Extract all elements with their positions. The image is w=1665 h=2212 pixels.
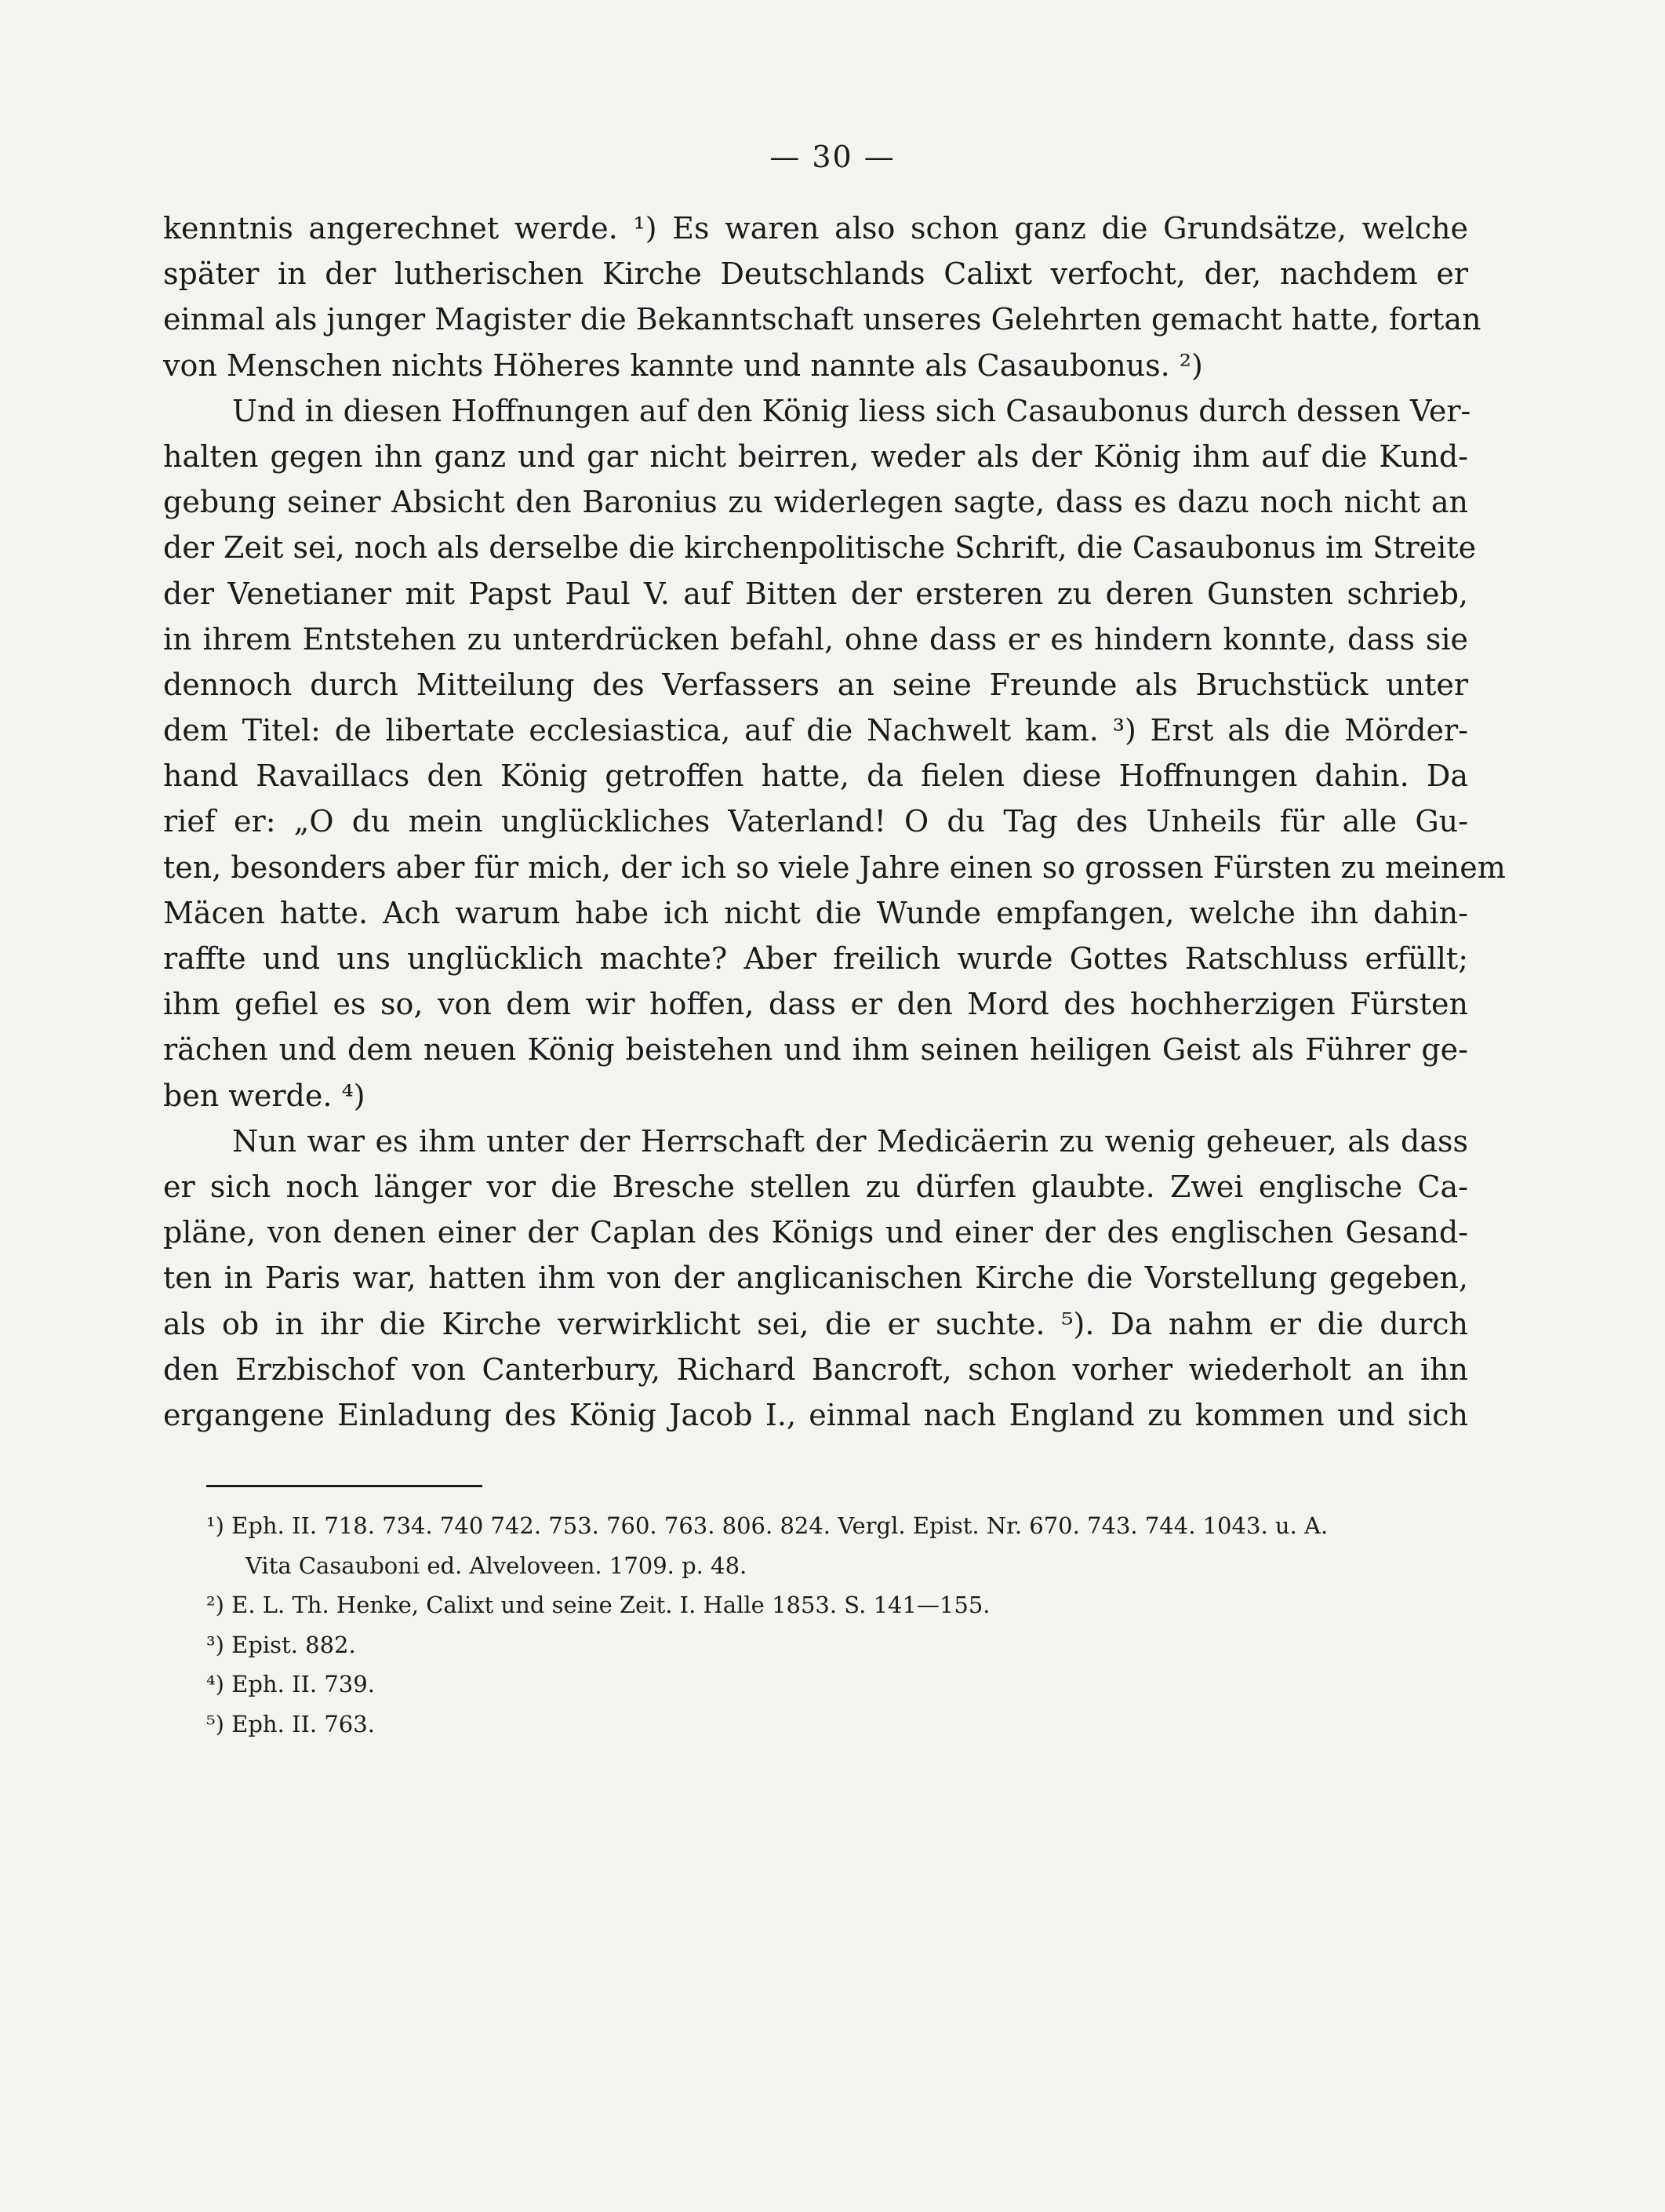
text-line: Mäcen hatte. Ach warum habe ich nicht die Wunde empfangen, welche ihn dahin- — [163, 895, 1468, 930]
text-line: ten in Paris war, hatten ihm von der anglicanischen Kirche die Vorstellung gegeben, — [163, 1261, 1468, 1296]
text-line: kenntnis angerechnet werde. ¹) Es waren also schon ganz die Grundsätze, welche — [163, 211, 1468, 246]
page-number: — 30 — — [769, 140, 896, 174]
text-line: dem Titel: de libertate ecclesiastica, auf die Nachwelt kam. ³) Erst als die Mörder- — [163, 713, 1468, 748]
text-line: pläne, von denen einer der Caplan des Königs und einer der des englischen Gesand- — [163, 1215, 1468, 1250]
footnote-line: Vita Casauboni ed. Alveloveen. 1709. p. 48. — [245, 1552, 747, 1579]
main-text — [163, 206, 1506, 1438]
text-line: den Erzbischof von Canterbury, Richard Bancroft, schon vorher wiederholt an ihn — [163, 1352, 1468, 1387]
text-line: einmal als junger Magister die Bekanntschaft unseres Gelehrten gemacht hatte, fortan — [163, 302, 1481, 337]
text-line: später in der lutherischen Kirche Deutschlands Calixt verfocht, der, nachdem er — [163, 256, 1468, 292]
text-line: raffte und uns unglücklich machte? Aber freilich wurde Gottes Ratschluss erfüllt; — [163, 941, 1468, 976]
text-line: der Venetianer mit Papst Paul V. auf Bitten der ersteren zu deren Gunsten schrieb, — [163, 576, 1468, 611]
text-line: in ihrem Entstehen zu unterdrücken befahl, ohne dass er es hindern konnte, dass sie — [163, 621, 1468, 657]
footnote-line: ²) E. L. Th. Henke, Calixt und seine Zeit. I. Halle 1853. S. 141—155. — [206, 1592, 991, 1618]
footnote-line: ³) Epist. 882. — [206, 1631, 356, 1658]
footnotes — [206, 1506, 1477, 1744]
text-line: ten, besonders aber für mich, der ich so viele Jahre einen so grossen Fürsten zu meinem — [163, 850, 1506, 885]
text-line: ihm gefiel es so, von dem wir hoffen, dass er den Mord des hochherzigen Fürsten — [163, 987, 1468, 1022]
text-line: ben werde. ⁴) — [163, 1078, 365, 1113]
text-line: rächen und dem neuen König beistehen und ihm seinen heiligen Geist als Führer ge- — [163, 1032, 1468, 1068]
text-line: gebung seiner Absicht den Baronius zu widerlegen sagte, dass es dazu noch nicht an — [163, 485, 1468, 520]
text-line: Und in diesen Hoffnungen auf den König liess sich Casaubonus durch dessen Ver- — [232, 393, 1471, 428]
text-line: rief er: „O du mein unglückliches Vaterland! O du Tag des Unheils für alle Gu- — [163, 804, 1468, 839]
text-line: halten gegen ihn ganz und gar nicht beirren, weder als der König ihm auf die Kund- — [163, 438, 1468, 474]
text-line: er sich noch länger vor die Bresche stellen zu dürfen glaubte. Zwei englische Ca- — [163, 1169, 1468, 1204]
text-line: als ob in ihr die Kirche verwirklicht sei, die er suchte. ⁵). Da nahm er die durch — [163, 1306, 1468, 1341]
text-line: Nun war es ihm unter der Herrschaft der Medicäerin zu wenig geheuer, als dass — [232, 1123, 1468, 1159]
footnote-line: ⁵) Eph. II. 763. — [206, 1710, 375, 1737]
text-line: von Menschen nichts Höheres kannte und nannte als Casaubonus. ²) — [163, 347, 1203, 383]
text-line: hand Ravaillacs den König getroffen hatte, da fielen diese Hoffnungen dahin. Da — [163, 759, 1468, 794]
footnote-line: ⁴) Eph. II. 739. — [206, 1671, 375, 1697]
text-line: der Zeit sei, noch als derselbe die kirchenpolitische Schrift, die Casaubonus im Streite — [163, 530, 1477, 566]
text-line: dennoch durch Mitteilung des Verfassers an seine Freunde als Bruchstück unter — [163, 667, 1468, 702]
text-line: ergangene Einladung des König Jacob I., einmal nach England zu kommen und sich — [163, 1397, 1468, 1432]
footnote-divider — [206, 1485, 482, 1487]
footnote-line: ¹) Eph. II. 718. 734. 740 742. 753. 760. 763. 806. 824. Vergl. Epist. Nr. 670. 743. 744. 1043. u. A. — [206, 1512, 1329, 1539]
